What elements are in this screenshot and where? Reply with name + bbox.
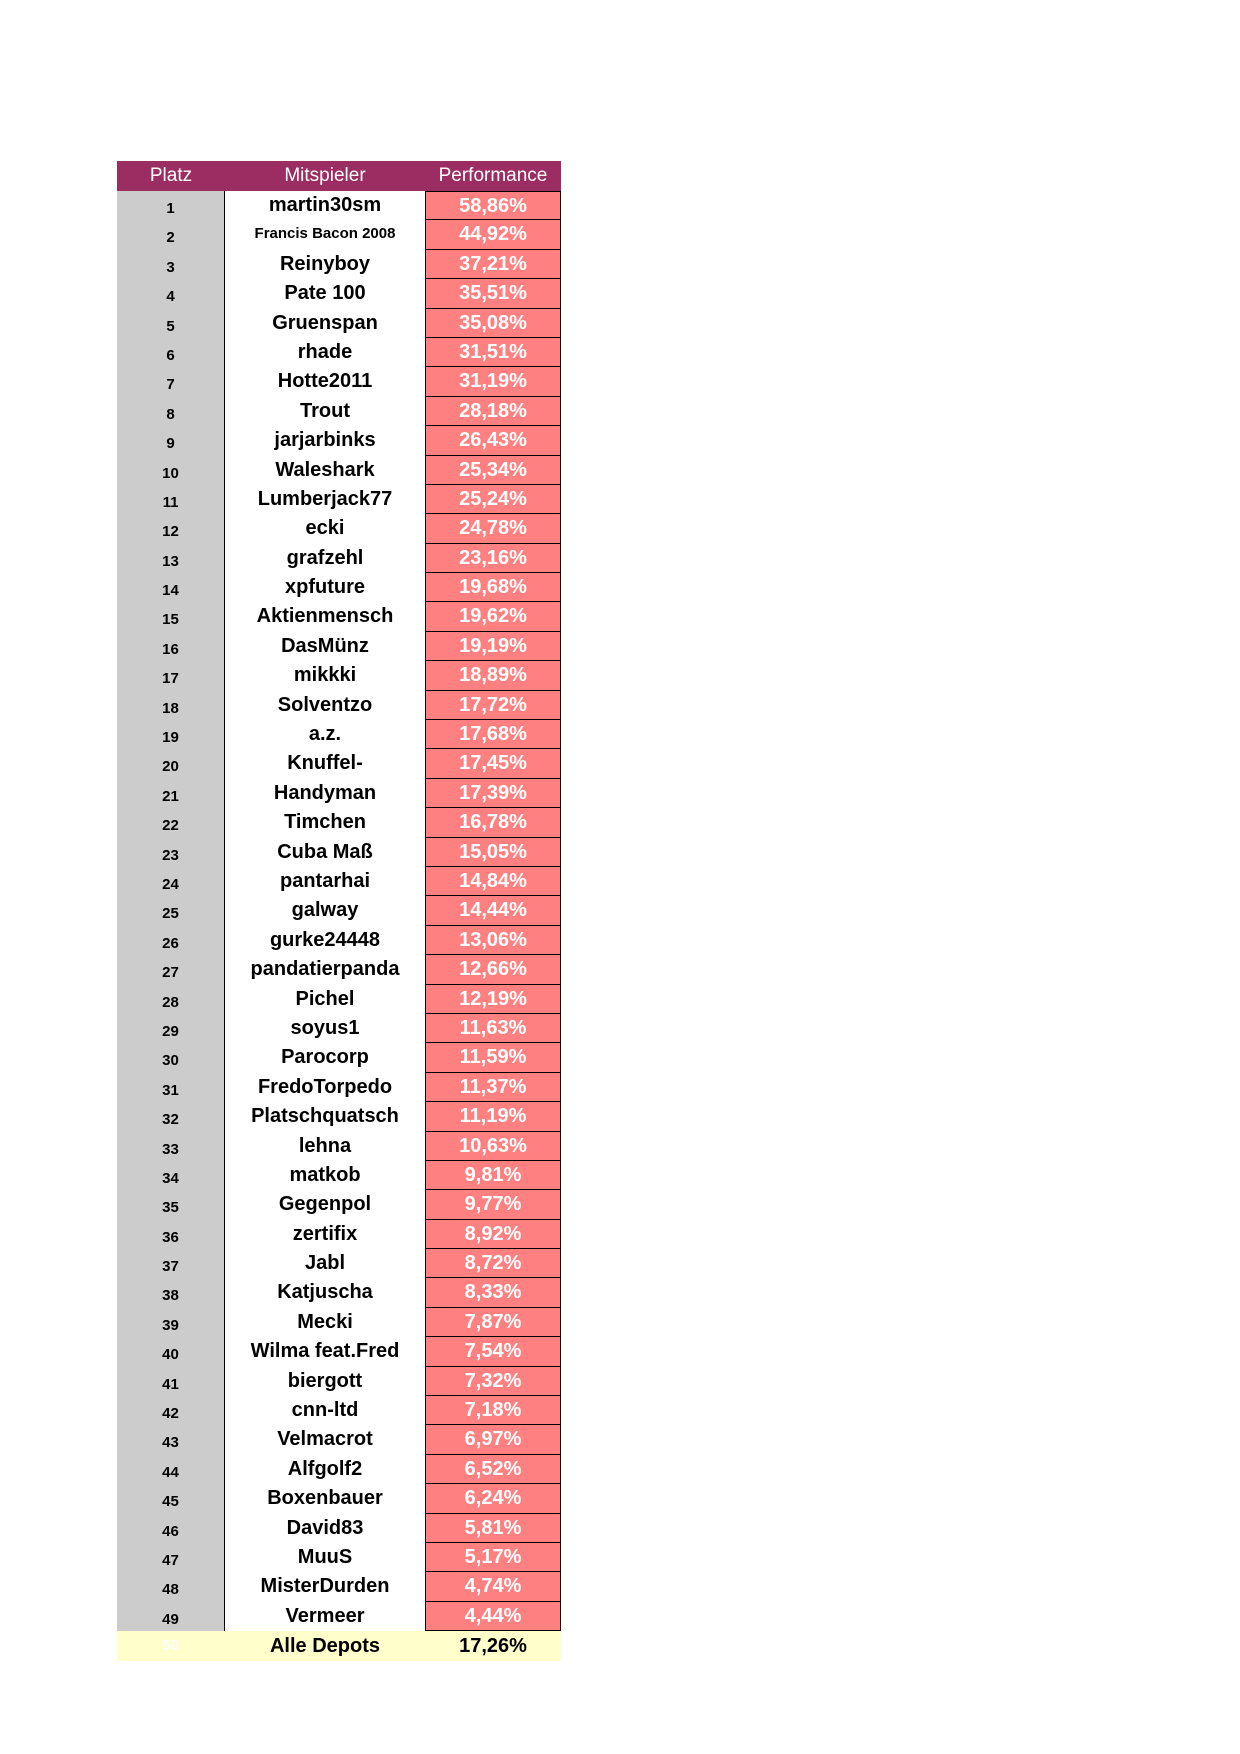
rank-cell: 34: [117, 1161, 225, 1190]
rank-cell: 36: [117, 1220, 225, 1249]
player-name-cell: Mecki: [225, 1308, 425, 1337]
table-row: [117, 985, 561, 1014]
performance-cell: 12,19%: [425, 985, 561, 1014]
rank-cell: 23: [117, 838, 225, 867]
performance-cell: 11,59%: [425, 1043, 561, 1072]
performance-cell: 17,72%: [425, 691, 561, 720]
performance-cell: 7,54%: [425, 1337, 561, 1366]
player-name-cell: Velmacrot: [225, 1425, 425, 1454]
performance-cell: 44,92%: [425, 220, 561, 249]
performance-cell: 8,92%: [425, 1220, 561, 1249]
table-row: [117, 1278, 561, 1307]
table-row: [117, 632, 561, 661]
table-row: [117, 1308, 561, 1337]
table-header: [117, 161, 561, 191]
table-row: [117, 808, 561, 837]
performance-cell: 7,18%: [425, 1396, 561, 1425]
header-performance: Performance: [438, 165, 548, 186]
table-row: [117, 896, 561, 925]
table-row: [117, 867, 561, 896]
total-performance: 17,26%: [425, 1631, 561, 1661]
table-row: [117, 1425, 561, 1454]
performance-cell: 24,78%: [425, 514, 561, 543]
table-row: [117, 1161, 561, 1190]
performance-cell: 6,24%: [425, 1484, 561, 1513]
rank-cell: 7: [117, 367, 225, 396]
table-row: [117, 309, 561, 338]
player-name-cell: Solventzo: [225, 691, 425, 720]
rank-cell: 17: [117, 661, 225, 690]
player-name-cell: Pate 100: [225, 279, 425, 308]
total-name: Alle Depots: [225, 1631, 425, 1661]
performance-cell: 19,68%: [425, 573, 561, 602]
player-name-cell: Vermeer: [225, 1602, 425, 1631]
performance-cell: 17,45%: [425, 749, 561, 778]
table-row: [117, 602, 561, 631]
performance-cell: 10,63%: [425, 1132, 561, 1161]
player-name-cell: rhade: [225, 338, 425, 367]
player-name-cell: David83: [225, 1514, 425, 1543]
table-row: [117, 779, 561, 808]
rank-cell: 4: [117, 279, 225, 308]
rank-cell: 9: [117, 426, 225, 455]
table-row: [117, 514, 561, 543]
rank-cell: 35: [117, 1190, 225, 1219]
rank-cell: 38: [117, 1278, 225, 1307]
table-row: [117, 220, 561, 249]
header-platz: Platz: [149, 165, 193, 186]
player-name-cell: Gruenspan: [225, 309, 425, 338]
player-name-cell: Francis Bacon 2008: [225, 220, 425, 249]
header-mitspieler: Mitspieler: [284, 165, 366, 186]
table-row: [117, 1543, 561, 1572]
player-name-cell: Pichel: [225, 985, 425, 1014]
player-name-cell: Knuffel-: [225, 749, 425, 778]
performance-cell: 6,97%: [425, 1425, 561, 1454]
performance-cell: 17,39%: [425, 779, 561, 808]
performance-cell: 31,51%: [425, 338, 561, 367]
rank-cell: 42: [117, 1396, 225, 1425]
table-row: [117, 1367, 561, 1396]
rank-cell: 26: [117, 926, 225, 955]
player-name-cell: matkob: [225, 1161, 425, 1190]
rank-cell: 32: [117, 1102, 225, 1131]
performance-cell: 11,63%: [425, 1014, 561, 1043]
player-name-cell: a.z.: [225, 720, 425, 749]
player-name-cell: pandatierpanda: [225, 955, 425, 984]
table-row: [117, 749, 561, 778]
table-row: [117, 691, 561, 720]
player-name-cell: lehna: [225, 1132, 425, 1161]
player-name-cell: gurke24448: [225, 926, 425, 955]
table-row: [117, 544, 561, 573]
rank-cell: 49: [117, 1602, 225, 1631]
table-row: [117, 926, 561, 955]
table-row: [117, 955, 561, 984]
table-row: [117, 1102, 561, 1131]
player-name-cell: jarjarbinks: [225, 426, 425, 455]
player-name-cell: Wilma feat.Fred: [225, 1337, 425, 1366]
rank-cell: 47: [117, 1543, 225, 1572]
player-name-cell: Jabl: [225, 1249, 425, 1278]
performance-cell: 14,84%: [425, 867, 561, 896]
table-row: [117, 1484, 561, 1513]
player-name-cell: pantarhai: [225, 867, 425, 896]
performance-cell: 23,16%: [425, 544, 561, 573]
rank-cell: 13: [117, 544, 225, 573]
total-row: [117, 1631, 561, 1661]
performance-cell: 58,86%: [425, 191, 561, 220]
table-row: [117, 338, 561, 367]
performance-cell: 28,18%: [425, 397, 561, 426]
performance-cell: 7,87%: [425, 1308, 561, 1337]
rank-cell: 45: [117, 1484, 225, 1513]
rank-cell: 12: [117, 514, 225, 543]
player-name-cell: Platschquatsch: [225, 1102, 425, 1131]
player-name-cell: grafzehl: [225, 544, 425, 573]
table-row: [117, 367, 561, 396]
rank-cell: 24: [117, 867, 225, 896]
table-row: [117, 573, 561, 602]
rank-cell: 1: [117, 191, 225, 220]
performance-cell: 35,08%: [425, 309, 561, 338]
player-name-cell: Cuba Maß: [225, 838, 425, 867]
rank-cell: 43: [117, 1425, 225, 1454]
rank-cell: 39: [117, 1308, 225, 1337]
rank-cell: 5: [117, 309, 225, 338]
performance-cell: 18,89%: [425, 661, 561, 690]
player-name-cell: FredoTorpedo: [225, 1073, 425, 1102]
table-row: [117, 661, 561, 690]
performance-cell: 17,68%: [425, 720, 561, 749]
player-name-cell: Parocorp: [225, 1043, 425, 1072]
rank-cell: 27: [117, 955, 225, 984]
player-name-cell: Trout: [225, 397, 425, 426]
performance-cell: 25,34%: [425, 456, 561, 485]
rank-cell: 14: [117, 573, 225, 602]
player-name-cell: MisterDurden: [225, 1572, 425, 1601]
player-name-cell: Hotte2011: [225, 367, 425, 396]
player-name-cell: zertifix: [225, 1220, 425, 1249]
rank-cell: 37: [117, 1249, 225, 1278]
rank-cell: 21: [117, 779, 225, 808]
table-row: [117, 1073, 561, 1102]
player-name-cell: Timchen: [225, 808, 425, 837]
player-name-cell: Katjuscha: [225, 1278, 425, 1307]
rank-cell: 20: [117, 749, 225, 778]
player-name-cell: MuuS: [225, 1543, 425, 1572]
performance-cell: 9,81%: [425, 1161, 561, 1190]
performance-cell: 5,17%: [425, 1543, 561, 1572]
rank-cell: 10: [117, 456, 225, 485]
rank-cell: 30: [117, 1043, 225, 1072]
rank-cell: 2: [117, 220, 225, 249]
player-name-cell: Gegenpol: [225, 1190, 425, 1219]
table-row: [117, 426, 561, 455]
player-name-cell: xpfuture: [225, 573, 425, 602]
player-name-cell: mikkki: [225, 661, 425, 690]
player-name-cell: Alfgolf2: [225, 1455, 425, 1484]
player-name-cell: Reinyboy: [225, 250, 425, 279]
table-row: [117, 1132, 561, 1161]
performance-cell: 35,51%: [425, 279, 561, 308]
total-platz: 50: [117, 1631, 225, 1661]
performance-cell: 4,44%: [425, 1602, 561, 1631]
rank-cell: 8: [117, 397, 225, 426]
rank-cell: 15: [117, 602, 225, 631]
rank-cell: 44: [117, 1455, 225, 1484]
table-row: [117, 1043, 561, 1072]
player-name-cell: biergott: [225, 1367, 425, 1396]
table-row: [117, 838, 561, 867]
table-row: [117, 1572, 561, 1601]
rank-cell: 16: [117, 632, 225, 661]
performance-cell: 19,62%: [425, 602, 561, 631]
table-row: [117, 485, 561, 514]
rank-cell: 29: [117, 1014, 225, 1043]
player-name-cell: martin30sm: [225, 191, 425, 220]
player-name-cell: ecki: [225, 514, 425, 543]
table-row: [117, 1014, 561, 1043]
player-name-cell: soyus1: [225, 1014, 425, 1043]
player-name-cell: Aktienmensch: [225, 602, 425, 631]
table-row: [117, 720, 561, 749]
rank-cell: 25: [117, 896, 225, 925]
rank-cell: 31: [117, 1073, 225, 1102]
performance-cell: 4,74%: [425, 1572, 561, 1601]
rank-cell: 48: [117, 1572, 225, 1601]
player-name-cell: Boxenbauer: [225, 1484, 425, 1513]
table-row: [117, 250, 561, 279]
table-row: [117, 456, 561, 485]
rank-cell: 40: [117, 1337, 225, 1366]
rank-cell: 19: [117, 720, 225, 749]
performance-cell: 31,19%: [425, 367, 561, 396]
performance-cell: 12,66%: [425, 955, 561, 984]
performance-cell: 8,33%: [425, 1278, 561, 1307]
performance-cell: 9,77%: [425, 1190, 561, 1219]
player-name-cell: galway: [225, 896, 425, 925]
table-row: [117, 1337, 561, 1366]
performance-cell: 7,32%: [425, 1367, 561, 1396]
table-row: [117, 1249, 561, 1278]
performance-cell: 25,24%: [425, 485, 561, 514]
rank-cell: 18: [117, 691, 225, 720]
performance-cell: 8,72%: [425, 1249, 561, 1278]
performance-cell: 19,19%: [425, 632, 561, 661]
rank-cell: 33: [117, 1132, 225, 1161]
rank-cell: 28: [117, 985, 225, 1014]
table-row: [117, 191, 561, 220]
table-row: [117, 1455, 561, 1484]
performance-cell: 5,81%: [425, 1514, 561, 1543]
performance-cell: 26,43%: [425, 426, 561, 455]
rank-cell: 41: [117, 1367, 225, 1396]
table-row: [117, 1190, 561, 1219]
player-name-cell: cnn-ltd: [225, 1396, 425, 1425]
table-row: [117, 1396, 561, 1425]
rank-cell: 11: [117, 485, 225, 514]
player-name-cell: DasMünz: [225, 632, 425, 661]
player-name-cell: Lumberjack77: [225, 485, 425, 514]
table-row: [117, 397, 561, 426]
performance-cell: 11,37%: [425, 1073, 561, 1102]
table-row: [117, 279, 561, 308]
table-row: [117, 1514, 561, 1543]
table-row: [117, 1220, 561, 1249]
performance-cell: 15,05%: [425, 838, 561, 867]
rank-cell: 6: [117, 338, 225, 367]
performance-cell: 14,44%: [425, 896, 561, 925]
rank-cell: 46: [117, 1514, 225, 1543]
rank-cell: 3: [117, 250, 225, 279]
rank-cell: 22: [117, 808, 225, 837]
player-name-cell: Handyman: [225, 779, 425, 808]
player-name-cell: Waleshark: [225, 456, 425, 485]
performance-cell: 13,06%: [425, 926, 561, 955]
performance-cell: 16,78%: [425, 808, 561, 837]
table-row: [117, 1602, 561, 1631]
ranking-table: [117, 161, 561, 1661]
performance-cell: 37,21%: [425, 250, 561, 279]
table-body: [117, 191, 561, 1631]
performance-cell: 6,52%: [425, 1455, 561, 1484]
performance-cell: 11,19%: [425, 1102, 561, 1131]
